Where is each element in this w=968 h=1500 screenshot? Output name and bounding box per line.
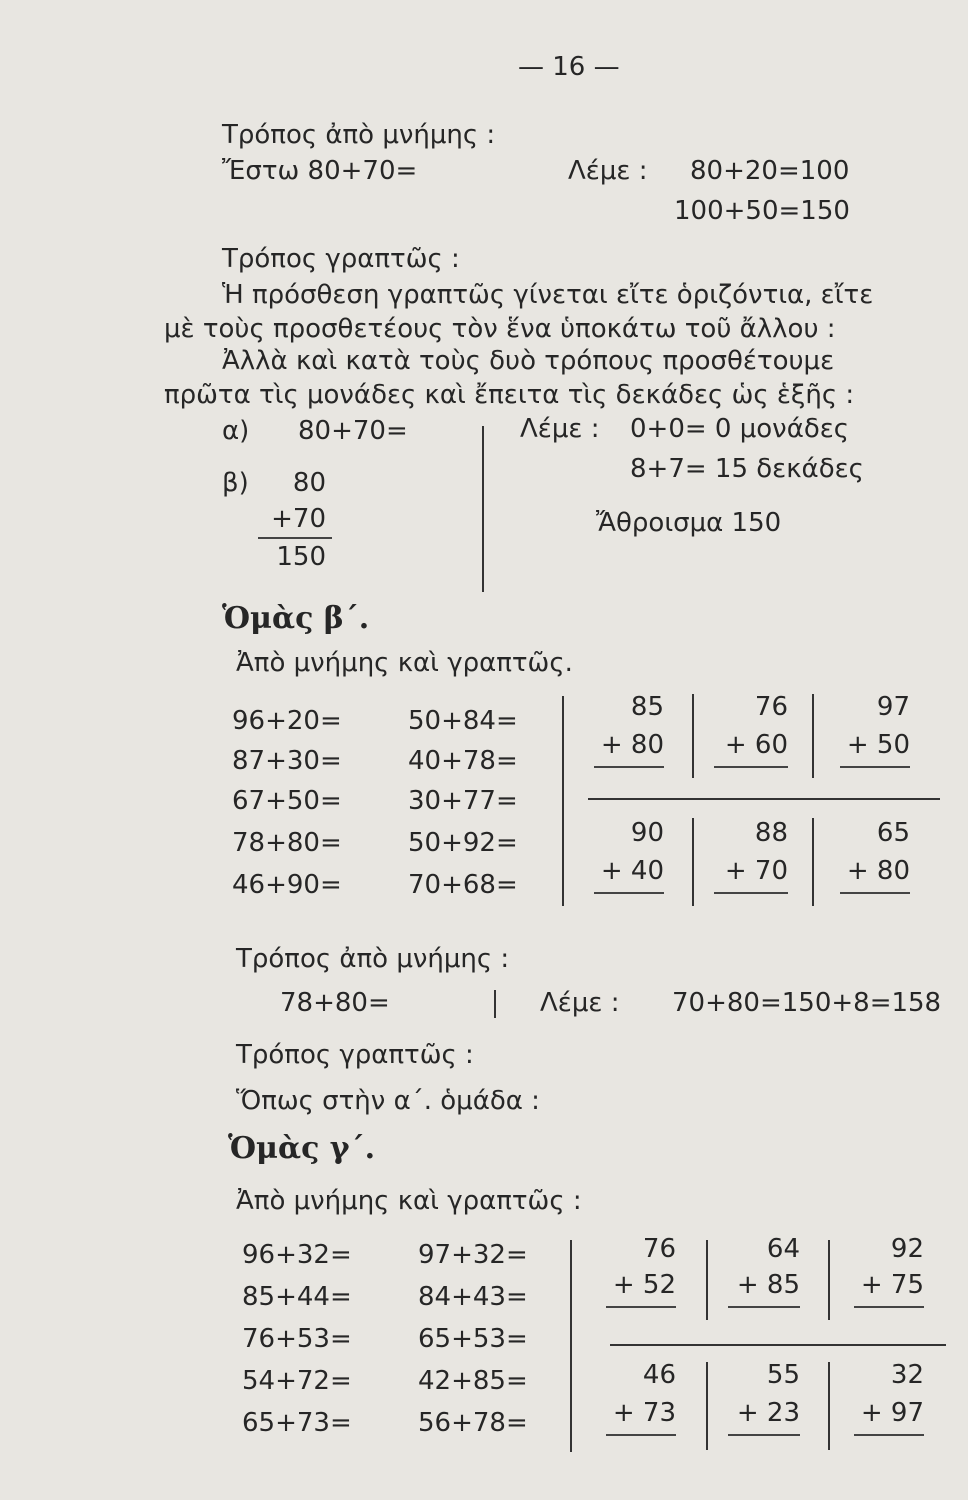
grid-line <box>570 1240 572 1452</box>
memory-step-2: 100+50=150 <box>674 196 850 226</box>
addition-addend: + 80 <box>846 856 910 886</box>
exercise-item: 78+80= <box>232 828 342 858</box>
leme-label: Λέμε : <box>568 156 648 186</box>
exercise-item: 40+78= <box>408 746 518 776</box>
addition-top: 90 <box>630 818 664 848</box>
exercise-item: 67+50= <box>232 786 342 816</box>
grid-line <box>692 818 694 906</box>
heading-memory-method: Τρόπος ἀπὸ μνήμης : <box>222 120 496 150</box>
addition-top: 65 <box>876 818 910 848</box>
addition-top: 32 <box>890 1360 924 1390</box>
exercise-item: 42+85= <box>418 1366 528 1396</box>
grid-line <box>812 818 814 906</box>
page-number: — 16 — <box>518 52 620 82</box>
addition-rule <box>714 892 788 894</box>
beta-top-number: 80 <box>292 468 326 498</box>
beta-label: β) <box>222 468 249 498</box>
addition-addend: + 52 <box>612 1270 676 1300</box>
paragraph-1-line-2: μὲ τοὺς προσθετέους τὸν ἕνα ὑποκάτω τοῦ ἄλλου : <box>164 314 836 344</box>
grid-line <box>828 1240 830 1320</box>
addition-addend: + 97 <box>860 1398 924 1428</box>
group-c-subtitle: Ἀπὸ μνήμης καὶ γραπτῶς : <box>236 1186 582 1216</box>
exercise-item: 70+68= <box>408 870 518 900</box>
group-b-as-in-a: Ὅπως στὴν α΄. ὁμάδα : <box>236 1086 540 1116</box>
alpha-expression: 80+70= <box>298 416 408 446</box>
group-b-example: 78+80= <box>280 988 390 1018</box>
exercise-item: 97+32= <box>418 1240 528 1270</box>
addition-addend: + 60 <box>724 730 788 760</box>
addition-rule <box>714 766 788 768</box>
paragraph-1-line-1: Ἡ πρόσθεση γραπτῶς γίνεται εἴτε ὁριζόντια, εἴτε <box>222 280 874 310</box>
addition-top: 64 <box>766 1234 800 1264</box>
grid-line <box>610 1344 946 1346</box>
beta-sum: 150 <box>276 542 326 572</box>
leme-label-2: Λέμε : <box>520 414 600 444</box>
addition-top: 46 <box>642 1360 676 1390</box>
exercise-item: 87+30= <box>232 746 342 776</box>
total-sum: Ἄθροισμα 150 <box>596 508 782 538</box>
addition-top: 97 <box>876 692 910 722</box>
example-expression: Ἔστω 80+70= <box>222 156 418 186</box>
addition-addend: + 80 <box>600 730 664 760</box>
addition-addend: + 40 <box>600 856 664 886</box>
addition-rule <box>854 1434 924 1436</box>
addition-addend: + 23 <box>736 1398 800 1428</box>
grid-line <box>562 696 564 906</box>
addition-rule <box>594 892 664 894</box>
addition-top: 85 <box>630 692 664 722</box>
group-b-solution: 70+80=150+8=158 <box>672 988 942 1018</box>
addition-rule <box>728 1306 800 1308</box>
beta-sum-rule <box>258 537 332 539</box>
group-b-heading-written: Τρόπος γραπτῶς : <box>236 1040 474 1070</box>
addition-rule <box>854 1306 924 1308</box>
addition-rule <box>840 892 910 894</box>
exercise-item: 96+20= <box>232 706 342 736</box>
exercise-item: 46+90= <box>232 870 342 900</box>
beta-addend: +70 <box>271 504 326 534</box>
addition-top: 76 <box>642 1234 676 1264</box>
paragraph-2-line-1: Ἀλλὰ καὶ κατὰ τοὺς δυὸ τρόπους προσθέτουμε <box>222 346 835 376</box>
exercise-item: 30+77= <box>408 786 518 816</box>
exercise-item: 50+92= <box>408 828 518 858</box>
divider-vertical-short <box>494 990 496 1018</box>
divider-vertical <box>482 426 484 592</box>
exercise-item: 96+32= <box>242 1240 352 1270</box>
grid-line <box>812 694 814 778</box>
grid-line <box>828 1362 830 1450</box>
group-b-heading-memory: Τρόπος ἀπὸ μνήμης : <box>236 944 510 974</box>
group-c-title: Ὁμὰς γ΄. <box>228 1131 376 1166</box>
exercise-item: 76+53= <box>242 1324 352 1354</box>
grid-line <box>706 1240 708 1320</box>
heading-written-method: Τρόπος γραπτῶς : <box>222 244 460 274</box>
addition-addend: + 75 <box>860 1270 924 1300</box>
memory-step-1: 80+20=100 <box>690 156 850 186</box>
grid-line <box>588 798 940 800</box>
addition-rule <box>594 766 664 768</box>
addition-top: 88 <box>754 818 788 848</box>
addition-top: 55 <box>766 1360 800 1390</box>
group-b-leme: Λέμε : <box>540 988 620 1018</box>
group-b-subtitle: Ἀπὸ μνήμης καὶ γραπτῶς. <box>236 648 573 678</box>
group-b-title: Ὁμὰς β΄. <box>222 601 370 636</box>
grid-line <box>692 694 694 778</box>
addition-addend: + 85 <box>736 1270 800 1300</box>
addition-addend: + 50 <box>846 730 910 760</box>
paragraph-2-line-2: πρῶτα τὶς μονάδες καὶ ἔπειτα τὶς δεκάδες ὡς ἑξῆς : <box>164 380 855 410</box>
exercise-item: 84+43= <box>418 1282 528 1312</box>
addition-rule <box>728 1434 800 1436</box>
exercise-item: 54+72= <box>242 1366 352 1396</box>
addition-top: 92 <box>890 1234 924 1264</box>
alpha-label: α) <box>222 416 250 446</box>
exercise-item: 85+44= <box>242 1282 352 1312</box>
exercise-item: 56+78= <box>418 1408 528 1438</box>
addition-rule <box>606 1434 676 1436</box>
addition-rule <box>606 1306 676 1308</box>
addition-rule <box>840 766 910 768</box>
grid-line <box>706 1362 708 1450</box>
exercise-item: 50+84= <box>408 706 518 736</box>
addition-top: 76 <box>754 692 788 722</box>
tens-sum: 8+7= 15 δεκάδες <box>630 454 864 484</box>
units-sum: 0+0= 0 μονάδες <box>630 414 850 444</box>
addition-addend: + 73 <box>612 1398 676 1428</box>
addition-addend: + 70 <box>724 856 788 886</box>
exercise-item: 65+53= <box>418 1324 528 1354</box>
exercise-item: 65+73= <box>242 1408 352 1438</box>
